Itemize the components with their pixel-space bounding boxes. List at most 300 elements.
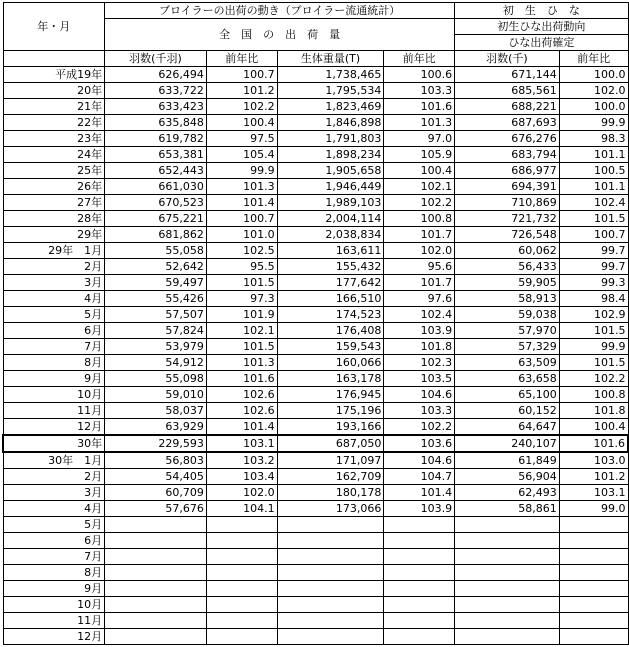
yoy3-cell: 102.2 xyxy=(559,371,628,387)
row-label: 2月 xyxy=(3,259,105,275)
chicks-cell: 694,391 xyxy=(455,179,560,195)
weight-cell: 1,795,534 xyxy=(277,83,384,99)
row-label: 12月 xyxy=(3,629,105,645)
yoy3-cell: 100.4 xyxy=(559,419,628,436)
yoy1-cell: 99.9 xyxy=(206,163,277,179)
table-row xyxy=(3,275,628,291)
yoy3-cell: 99.9 xyxy=(559,115,628,131)
weight-cell xyxy=(277,629,384,645)
birds-cell: 57,824 xyxy=(105,323,207,339)
weight-cell: 159,543 xyxy=(277,339,384,355)
chicks-cell: 56,904 xyxy=(455,469,560,485)
birds-cell: 54,405 xyxy=(105,469,207,485)
table-row xyxy=(3,371,628,387)
table-row xyxy=(3,259,628,275)
table-row xyxy=(3,243,628,259)
yoy3-cell: 101.6 xyxy=(559,435,628,452)
chicks-cell xyxy=(455,629,560,645)
chicks-cell xyxy=(455,613,560,629)
chicks-cell: 685,561 xyxy=(455,83,560,99)
yoy2-cell: 102.2 xyxy=(384,419,455,436)
birds-cell: 675,221 xyxy=(105,211,207,227)
chicks-cell: 63,658 xyxy=(455,371,560,387)
table-row xyxy=(3,227,628,243)
birds-cell: 626,494 xyxy=(105,67,207,83)
birds-cell xyxy=(105,549,207,565)
birds-cell: 635,848 xyxy=(105,115,207,131)
birds-cell xyxy=(105,613,207,629)
yoy2-cell: 104.6 xyxy=(384,452,455,469)
row-label: 23年 xyxy=(3,131,105,147)
birds-cell: 619,782 xyxy=(105,131,207,147)
yoy3-cell xyxy=(559,581,628,597)
table-row xyxy=(3,517,628,533)
row-label: 21年 xyxy=(3,99,105,115)
yoy1-cell: 103.1 xyxy=(206,435,277,452)
yoy1-cell: 103.2 xyxy=(206,452,277,469)
year-month-header: 年・月 xyxy=(3,3,105,51)
row-label: 2月 xyxy=(3,469,105,485)
table-row xyxy=(3,211,628,227)
weight-cell: 160,066 xyxy=(277,355,384,371)
yoy1-cell: 102.6 xyxy=(206,387,277,403)
chicks-cell xyxy=(455,597,560,613)
yoy1-cell xyxy=(206,533,277,549)
birds-cell xyxy=(105,629,207,645)
yoy1-cell: 101.4 xyxy=(206,195,277,211)
birds-cell xyxy=(105,533,207,549)
chicks-cell: 726,548 xyxy=(455,227,560,243)
yoy1-cell: 102.2 xyxy=(206,99,277,115)
yoy3-cell: 100.8 xyxy=(559,387,628,403)
yoy2-cell xyxy=(384,549,455,565)
weight-cell: 1,791,803 xyxy=(277,131,384,147)
chicks-cell: 59,038 xyxy=(455,307,560,323)
row-label: 26年 xyxy=(3,179,105,195)
weight-cell: 162,709 xyxy=(277,469,384,485)
yoy2-cell: 102.4 xyxy=(384,307,455,323)
yoy1-cell: 101.0 xyxy=(206,227,277,243)
row-label: 3月 xyxy=(3,485,105,501)
yoy2-cell: 101.7 xyxy=(384,275,455,291)
yoy2-cell xyxy=(384,597,455,613)
yoy3-cell: 101.1 xyxy=(559,147,628,163)
birds-cell: 652,443 xyxy=(105,163,207,179)
weight-cell xyxy=(277,581,384,597)
yoy3-cell: 99.9 xyxy=(559,339,628,355)
row-label: 9月 xyxy=(3,581,105,597)
chicks-cell: 60,062 xyxy=(455,243,560,259)
table-row xyxy=(3,581,628,597)
birds-cell: 63,929 xyxy=(105,419,207,436)
yoy2-cell xyxy=(384,581,455,597)
yoy2-cell: 97.6 xyxy=(384,291,455,307)
yoy1-cell: 97.5 xyxy=(206,131,277,147)
birds-cell: 58,037 xyxy=(105,403,207,419)
birds-cell: 55,426 xyxy=(105,291,207,307)
weight-cell: 1,898,234 xyxy=(277,147,384,163)
birds-cell: 57,507 xyxy=(105,307,207,323)
row-label: 30年 xyxy=(3,435,105,452)
row-label: 12月 xyxy=(3,419,105,436)
yoy2-cell: 100.8 xyxy=(384,211,455,227)
chick-title: 初 生 ひ な xyxy=(455,3,628,19)
weight-cell: 1,738,465 xyxy=(277,67,384,83)
yoy3-cell xyxy=(559,517,628,533)
yoy3-cell xyxy=(559,629,628,645)
yoy3-cell: 101.2 xyxy=(559,469,628,485)
yoy3-cell: 102.4 xyxy=(559,195,628,211)
yoy3-cell xyxy=(559,613,628,629)
weight-cell xyxy=(277,597,384,613)
row-label: 5月 xyxy=(3,307,105,323)
yoy1-cell: 100.7 xyxy=(206,211,277,227)
table-row xyxy=(3,403,628,419)
table-row xyxy=(3,501,628,517)
yoy1-cell: 101.2 xyxy=(206,83,277,99)
yoy2-cell: 103.9 xyxy=(384,323,455,339)
chicks-cell: 61,849 xyxy=(455,452,560,469)
yoy2-cell xyxy=(384,613,455,629)
weight-cell xyxy=(277,517,384,533)
yoy1-cell: 102.6 xyxy=(206,403,277,419)
yoy3-cell: 99.0 xyxy=(559,501,628,517)
yoy2-cell: 97.0 xyxy=(384,131,455,147)
yoy1-cell: 103.4 xyxy=(206,469,277,485)
yoy2-cell: 101.6 xyxy=(384,99,455,115)
weight-cell: 171,097 xyxy=(277,452,384,469)
birds-cell: 229,593 xyxy=(105,435,207,452)
row-label: 6月 xyxy=(3,533,105,549)
yoy1-cell: 100.4 xyxy=(206,115,277,131)
weight-cell: 2,004,114 xyxy=(277,211,384,227)
weight-cell: 1,823,469 xyxy=(277,99,384,115)
birds-cell: 55,098 xyxy=(105,371,207,387)
birds-cell: 59,497 xyxy=(105,275,207,291)
row-label: 4月 xyxy=(3,501,105,517)
yoy3-cell: 100.0 xyxy=(559,67,628,83)
birds-cell: 653,381 xyxy=(105,147,207,163)
yoy1-cell xyxy=(206,581,277,597)
yoy1-cell: 100.7 xyxy=(206,67,277,83)
table-row xyxy=(3,469,628,485)
row-label: 7月 xyxy=(3,549,105,565)
table-row xyxy=(3,613,628,629)
chicks-cell: 671,144 xyxy=(455,67,560,83)
chicks-cell: 57,970 xyxy=(455,323,560,339)
weight-cell: 687,050 xyxy=(277,435,384,452)
yoy3-cell: 103.1 xyxy=(559,485,628,501)
yoy2-cell: 102.3 xyxy=(384,355,455,371)
yoy1-cell: 105.4 xyxy=(206,147,277,163)
yoy1-cell: 102.5 xyxy=(206,243,277,259)
table-row xyxy=(3,131,628,147)
table-row xyxy=(3,99,628,115)
yoy3-cell: 101.8 xyxy=(559,403,628,419)
yoy2-cell: 103.3 xyxy=(384,83,455,99)
row-label: 6月 xyxy=(3,323,105,339)
yoy2-cell xyxy=(384,629,455,645)
birds-cell: 633,423 xyxy=(105,99,207,115)
yoy1-cell: 104.1 xyxy=(206,501,277,517)
col-yoy2-header: 前年比 xyxy=(384,51,455,67)
weight-cell: 176,945 xyxy=(277,387,384,403)
weight-cell xyxy=(277,533,384,549)
chicks-cell: 60,152 xyxy=(455,403,560,419)
yoy1-cell: 97.3 xyxy=(206,291,277,307)
yoy2-cell: 103.3 xyxy=(384,403,455,419)
table-row xyxy=(3,435,628,452)
yoy3-cell: 101.5 xyxy=(559,355,628,371)
weight-cell: 1,905,658 xyxy=(277,163,384,179)
chicks-cell: 683,794 xyxy=(455,147,560,163)
table-row xyxy=(3,355,628,371)
chicks-cell: 56,433 xyxy=(455,259,560,275)
row-label: 30年 1月 xyxy=(3,452,105,469)
row-label: 7月 xyxy=(3,339,105,355)
yoy2-cell: 104.7 xyxy=(384,469,455,485)
weight-cell: 173,066 xyxy=(277,501,384,517)
chicks-cell: 59,905 xyxy=(455,275,560,291)
row-label: 9月 xyxy=(3,371,105,387)
weight-cell: 180,178 xyxy=(277,485,384,501)
chicks-cell: 62,493 xyxy=(455,485,560,501)
yoy3-cell: 100.5 xyxy=(559,163,628,179)
yoy2-cell: 104.6 xyxy=(384,387,455,403)
weight-cell: 163,178 xyxy=(277,371,384,387)
chicks-cell: 57,329 xyxy=(455,339,560,355)
weight-cell: 193,166 xyxy=(277,419,384,436)
table-row xyxy=(3,452,628,469)
row-label: 27年 xyxy=(3,195,105,211)
birds-cell: 54,912 xyxy=(105,355,207,371)
yoy2-cell: 103.5 xyxy=(384,371,455,387)
table-row xyxy=(3,485,628,501)
yoy3-cell: 102.9 xyxy=(559,307,628,323)
birds-cell: 53,979 xyxy=(105,339,207,355)
table-row xyxy=(3,291,628,307)
row-label: 11月 xyxy=(3,613,105,629)
row-label: 22年 xyxy=(3,115,105,131)
chicks-cell: 686,977 xyxy=(455,163,560,179)
yoy2-cell: 102.1 xyxy=(384,179,455,195)
row-label: 8月 xyxy=(3,355,105,371)
weight-cell: 175,196 xyxy=(277,403,384,419)
yoy2-cell: 102.0 xyxy=(384,243,455,259)
yoy2-cell: 103.9 xyxy=(384,501,455,517)
weight-cell: 1,989,103 xyxy=(277,195,384,211)
weight-cell: 2,038,834 xyxy=(277,227,384,243)
col-birds-header: 羽数(千羽) xyxy=(105,51,207,67)
birds-cell xyxy=(105,517,207,533)
chicks-cell: 65,100 xyxy=(455,387,560,403)
row-label: 11月 xyxy=(3,403,105,419)
birds-cell: 55,058 xyxy=(105,243,207,259)
yoy3-cell: 102.0 xyxy=(559,83,628,99)
chicks-cell xyxy=(455,549,560,565)
row-label: 10月 xyxy=(3,597,105,613)
birds-cell: 681,862 xyxy=(105,227,207,243)
yoy2-cell: 103.6 xyxy=(384,435,455,452)
yoy3-cell xyxy=(559,533,628,549)
broiler-title: ブロイラーの出荷の動き（ブロイラー流通統計） xyxy=(105,3,455,19)
yoy1-cell xyxy=(206,597,277,613)
yoy2-cell: 102.2 xyxy=(384,195,455,211)
chicks-cell: 688,221 xyxy=(455,99,560,115)
yoy1-cell xyxy=(206,549,277,565)
table-row xyxy=(3,67,628,83)
table-row xyxy=(3,387,628,403)
table-row xyxy=(3,83,628,99)
weight-cell: 1,946,449 xyxy=(277,179,384,195)
row-label: 10月 xyxy=(3,387,105,403)
yoy3-cell: 100.7 xyxy=(559,227,628,243)
yoy3-cell: 101.5 xyxy=(559,323,628,339)
weight-cell: 163,611 xyxy=(277,243,384,259)
table-row xyxy=(3,163,628,179)
table-row xyxy=(3,323,628,339)
row-label: 24年 xyxy=(3,147,105,163)
yoy1-cell: 101.3 xyxy=(206,179,277,195)
yoy3-cell: 99.7 xyxy=(559,243,628,259)
yoy2-cell xyxy=(384,533,455,549)
yoy3-cell: 101.5 xyxy=(559,211,628,227)
weight-cell: 1,846,898 xyxy=(277,115,384,131)
weight-cell: 166,510 xyxy=(277,291,384,307)
col-yoy3-header: 前年比 xyxy=(559,51,628,67)
chicks-cell: 710,869 xyxy=(455,195,560,211)
yoy1-cell: 101.5 xyxy=(206,275,277,291)
header-row-1 xyxy=(3,3,628,19)
row-label: 平成19年 xyxy=(3,67,105,83)
row-label: 25年 xyxy=(3,163,105,179)
chicks-cell: 63,509 xyxy=(455,355,560,371)
table-row xyxy=(3,565,628,581)
national-header: 全 国 の 出 荷 量 xyxy=(105,19,455,51)
weight-cell xyxy=(277,613,384,629)
yoy2-cell: 101.7 xyxy=(384,227,455,243)
birds-cell: 633,722 xyxy=(105,83,207,99)
yoy1-cell: 101.6 xyxy=(206,371,277,387)
table-row xyxy=(3,307,628,323)
table-row xyxy=(3,147,628,163)
yoy2-cell xyxy=(384,565,455,581)
chicks-cell xyxy=(455,517,560,533)
yoy3-cell: 101.1 xyxy=(559,179,628,195)
yoy3-cell xyxy=(559,549,628,565)
chicks-cell xyxy=(455,533,560,549)
yoy1-cell: 95.5 xyxy=(206,259,277,275)
birds-cell: 670,523 xyxy=(105,195,207,211)
table-row xyxy=(3,597,628,613)
chick-sub2: ひな出荷確定 xyxy=(455,35,628,51)
yoy1-cell: 102.0 xyxy=(206,485,277,501)
weight-cell: 174,523 xyxy=(277,307,384,323)
birds-cell xyxy=(105,565,207,581)
yoy2-cell xyxy=(384,517,455,533)
yoy2-cell: 101.3 xyxy=(384,115,455,131)
birds-cell: 52,642 xyxy=(105,259,207,275)
chicks-cell: 676,276 xyxy=(455,131,560,147)
table-row xyxy=(3,195,628,211)
yoy2-cell: 100.6 xyxy=(384,67,455,83)
row-label: 29年 xyxy=(3,227,105,243)
broiler-shipment-table xyxy=(2,2,629,645)
weight-cell xyxy=(277,565,384,581)
yoy2-cell: 105.9 xyxy=(384,147,455,163)
yoy1-cell: 101.3 xyxy=(206,355,277,371)
yoy2-cell: 95.6 xyxy=(384,259,455,275)
table-row xyxy=(3,339,628,355)
weight-cell: 155,432 xyxy=(277,259,384,275)
yoy1-cell xyxy=(206,629,277,645)
table-row xyxy=(3,179,628,195)
chicks-cell: 58,861 xyxy=(455,501,560,517)
yoy1-cell xyxy=(206,613,277,629)
yoy3-cell: 98.4 xyxy=(559,291,628,307)
chick-sub1: 初生ひな出荷動向 xyxy=(455,19,628,35)
row-label: 8月 xyxy=(3,565,105,581)
table-row xyxy=(3,115,628,131)
yoy3-cell xyxy=(559,565,628,581)
yoy3-cell xyxy=(559,597,628,613)
birds-cell: 60,709 xyxy=(105,485,207,501)
col-chicks-header: 羽数(千) xyxy=(455,51,560,67)
chicks-cell xyxy=(455,581,560,597)
birds-cell: 59,010 xyxy=(105,387,207,403)
header-row-4 xyxy=(3,51,628,67)
yoy1-cell: 101.9 xyxy=(206,307,277,323)
yoy2-cell: 101.4 xyxy=(384,485,455,501)
chicks-cell: 64,647 xyxy=(455,419,560,436)
weight-cell xyxy=(277,549,384,565)
birds-cell: 57,676 xyxy=(105,501,207,517)
chicks-cell: 240,107 xyxy=(455,435,560,452)
yoy3-cell: 98.3 xyxy=(559,131,628,147)
birds-cell xyxy=(105,581,207,597)
row-label: 20年 xyxy=(3,83,105,99)
yoy3-cell: 99.7 xyxy=(559,259,628,275)
chicks-cell: 58,913 xyxy=(455,291,560,307)
yoy2-cell: 101.8 xyxy=(384,339,455,355)
birds-cell xyxy=(105,597,207,613)
row-label: 3月 xyxy=(3,275,105,291)
row-label: 28年 xyxy=(3,211,105,227)
yoy3-cell: 100.0 xyxy=(559,99,628,115)
yoy3-cell: 99.3 xyxy=(559,275,628,291)
yoy1-cell xyxy=(206,565,277,581)
table-row xyxy=(3,629,628,645)
table-row xyxy=(3,419,628,436)
header-empty-cell xyxy=(3,51,105,67)
yoy2-cell: 100.4 xyxy=(384,163,455,179)
chicks-cell xyxy=(455,565,560,581)
col-weight-header: 生体重量(T) xyxy=(277,51,384,67)
yoy1-cell: 102.1 xyxy=(206,323,277,339)
table-row xyxy=(3,549,628,565)
yoy1-cell: 101.4 xyxy=(206,419,277,436)
row-label: 5月 xyxy=(3,517,105,533)
birds-cell: 56,803 xyxy=(105,452,207,469)
table-row xyxy=(3,533,628,549)
weight-cell: 176,408 xyxy=(277,323,384,339)
col-yoy1-header: 前年比 xyxy=(206,51,277,67)
yoy1-cell: 101.5 xyxy=(206,339,277,355)
chicks-cell: 687,693 xyxy=(455,115,560,131)
yoy1-cell xyxy=(206,517,277,533)
weight-cell: 177,642 xyxy=(277,275,384,291)
row-label: 4月 xyxy=(3,291,105,307)
